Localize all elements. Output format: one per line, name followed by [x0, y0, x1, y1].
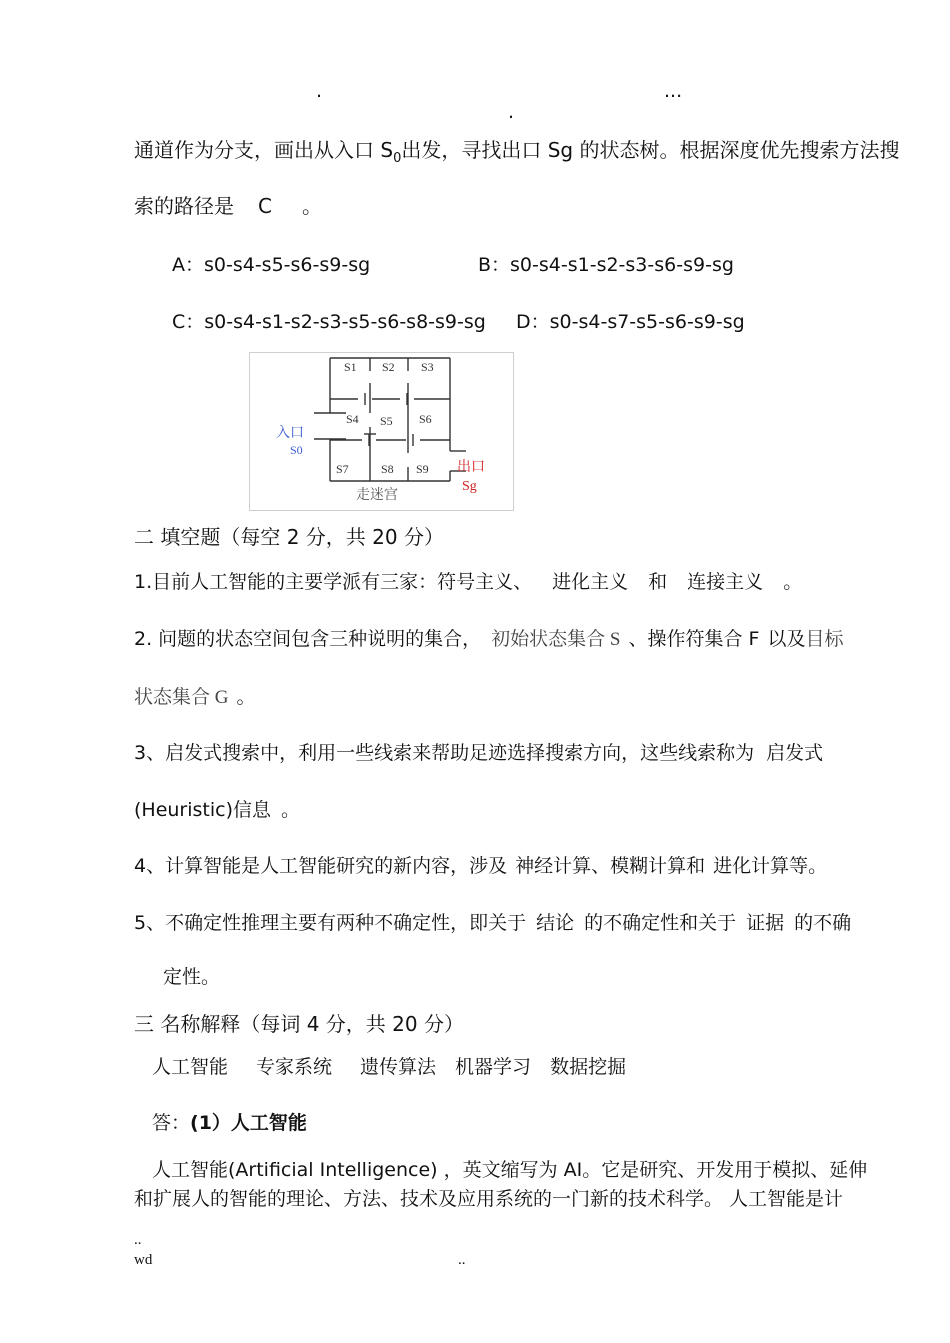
answer-blank: 操作符集合 F [647, 628, 760, 650]
fill-item-5-cont: 定性。 [163, 966, 221, 988]
answer-blank: (Heuristic)信息 [134, 799, 272, 821]
option-a: A：s0-s4-s5-s6-s9-sg [172, 254, 371, 276]
footer-left: wd [134, 1252, 153, 1268]
item-text: 1.目前人工智能的主要学派有三家：符号主义、 [134, 571, 533, 593]
maze-cell-s4: S4 [346, 412, 359, 426]
question-line-1 [134, 134, 899, 166]
item-text: 的不确 [794, 912, 852, 934]
maze-exit-state: Sg [462, 479, 477, 494]
paragraph-line-2: 和扩展人的智能的理论、方法、技术及应用系统的一门新的技术科学。 人工智能是计 [134, 1188, 844, 1210]
question-text: 索的路径是 [134, 194, 234, 218]
header-dot: . [316, 80, 323, 102]
maze-cell-s2: S2 [382, 360, 395, 374]
maze-cell-s1: S1 [344, 360, 357, 374]
answer-blank: 连接主义 [687, 571, 764, 593]
maze-caption: 走迷宫 [356, 488, 398, 503]
period: 。 [281, 799, 301, 821]
option-b: B：s0-s4-s1-s2-s3-s6-s9-sg [478, 254, 734, 276]
maze-cell-s8: S8 [381, 462, 394, 476]
answer-heading [152, 1108, 307, 1135]
answer-prefix: 答： [152, 1112, 191, 1134]
answer-blank: 进化主义 [552, 571, 629, 593]
maze-cell-s5: S5 [380, 414, 393, 428]
fill-item-3-cont [134, 795, 300, 822]
maze-cell-s3: S3 [421, 360, 434, 374]
fill-item-2 [134, 624, 844, 651]
maze-cell-s6: S6 [419, 412, 432, 426]
term-list [152, 1052, 626, 1079]
item-text: 2. 问题的状态空间包含三种说明的集合， [134, 628, 482, 650]
footer-center: .. [458, 1252, 466, 1268]
maze-entry-state: S0 [290, 443, 303, 457]
item-text: 、 [628, 628, 648, 650]
maze-figure [249, 352, 514, 511]
answer-blank: 状态集合 G [134, 687, 229, 708]
fill-item-1 [134, 567, 802, 594]
answer-blank: 进化计算等。 [713, 855, 828, 877]
question-text: 通道作为分支，画出从入口 S [134, 138, 394, 162]
term: 专家系统 [256, 1056, 333, 1078]
fill-item-5 [134, 908, 851, 935]
header-dots: ... [664, 80, 683, 102]
header-dot: . [508, 101, 515, 123]
item-text: 和 [648, 571, 668, 593]
answer-blank: C [258, 194, 272, 218]
maze-entry-label: 入口 [276, 426, 304, 441]
question-line-2 [134, 190, 322, 219]
item-text: 3、启发式搜索中，利用一些线索来帮助足迹选择搜索方向，这些线索称为 [134, 742, 755, 764]
fill-item-3 [134, 738, 823, 765]
option-d: D：s0-s4-s7-s5-s6-s9-sg [516, 311, 745, 333]
term: 人工智能 [152, 1056, 229, 1078]
period: 。 [236, 686, 256, 708]
option-c: C：s0-s4-s1-s2-s3-s5-s6-s8-s9-sg [172, 311, 486, 333]
question-text: 出发，寻找出口 Sg 的状态树。根据深度优先搜索方法搜 [401, 138, 900, 162]
section-2-title: 二 填空题（每空 2 分，共 20 分） [134, 525, 444, 549]
paragraph-line-1: 人工智能(Artificial Intelligence) ，英文缩写为 AI。它是研究、开发用于模拟、延伸 [152, 1159, 868, 1181]
fill-item-2-cont [134, 682, 256, 709]
section-3-title: 三 名称解释（每词 4 分，共 20 分） [134, 1012, 464, 1036]
answer-blank: 目标 [805, 629, 844, 650]
term: 遗传算法 [360, 1056, 437, 1078]
subscript: 0 [393, 151, 402, 166]
answer-blank: 启发式 [766, 742, 824, 764]
footer-dots-left: .. [134, 1232, 142, 1248]
maze-cell-s7: S7 [336, 462, 349, 476]
item-text: 4、计算智能是人工智能研究的新内容，涉及 [134, 855, 508, 877]
item-text: 5、不确定性推理主要有两种不确定性，即关于 [134, 912, 527, 934]
answer-blank: 结论 [536, 912, 575, 934]
item-text: 以及 [767, 628, 806, 650]
item-text: 的不确定性和关于 [584, 912, 737, 934]
answer-blank: 神经计算、模糊计算和 [515, 855, 706, 877]
answer-heading-text: (1）人工智能 [190, 1112, 307, 1134]
maze-cell-s9: S9 [416, 462, 429, 476]
term: 机器学习 [455, 1056, 532, 1078]
maze-exit-label: 出口 [457, 460, 485, 475]
maze-diagram [250, 353, 513, 510]
fill-item-4 [134, 851, 827, 878]
answer-blank: 证据 [746, 912, 785, 934]
period: 。 [783, 571, 803, 593]
term: 数据挖掘 [550, 1056, 627, 1078]
answer-blank: 初始状态集合 S [491, 629, 621, 650]
period: 。 [301, 194, 322, 218]
